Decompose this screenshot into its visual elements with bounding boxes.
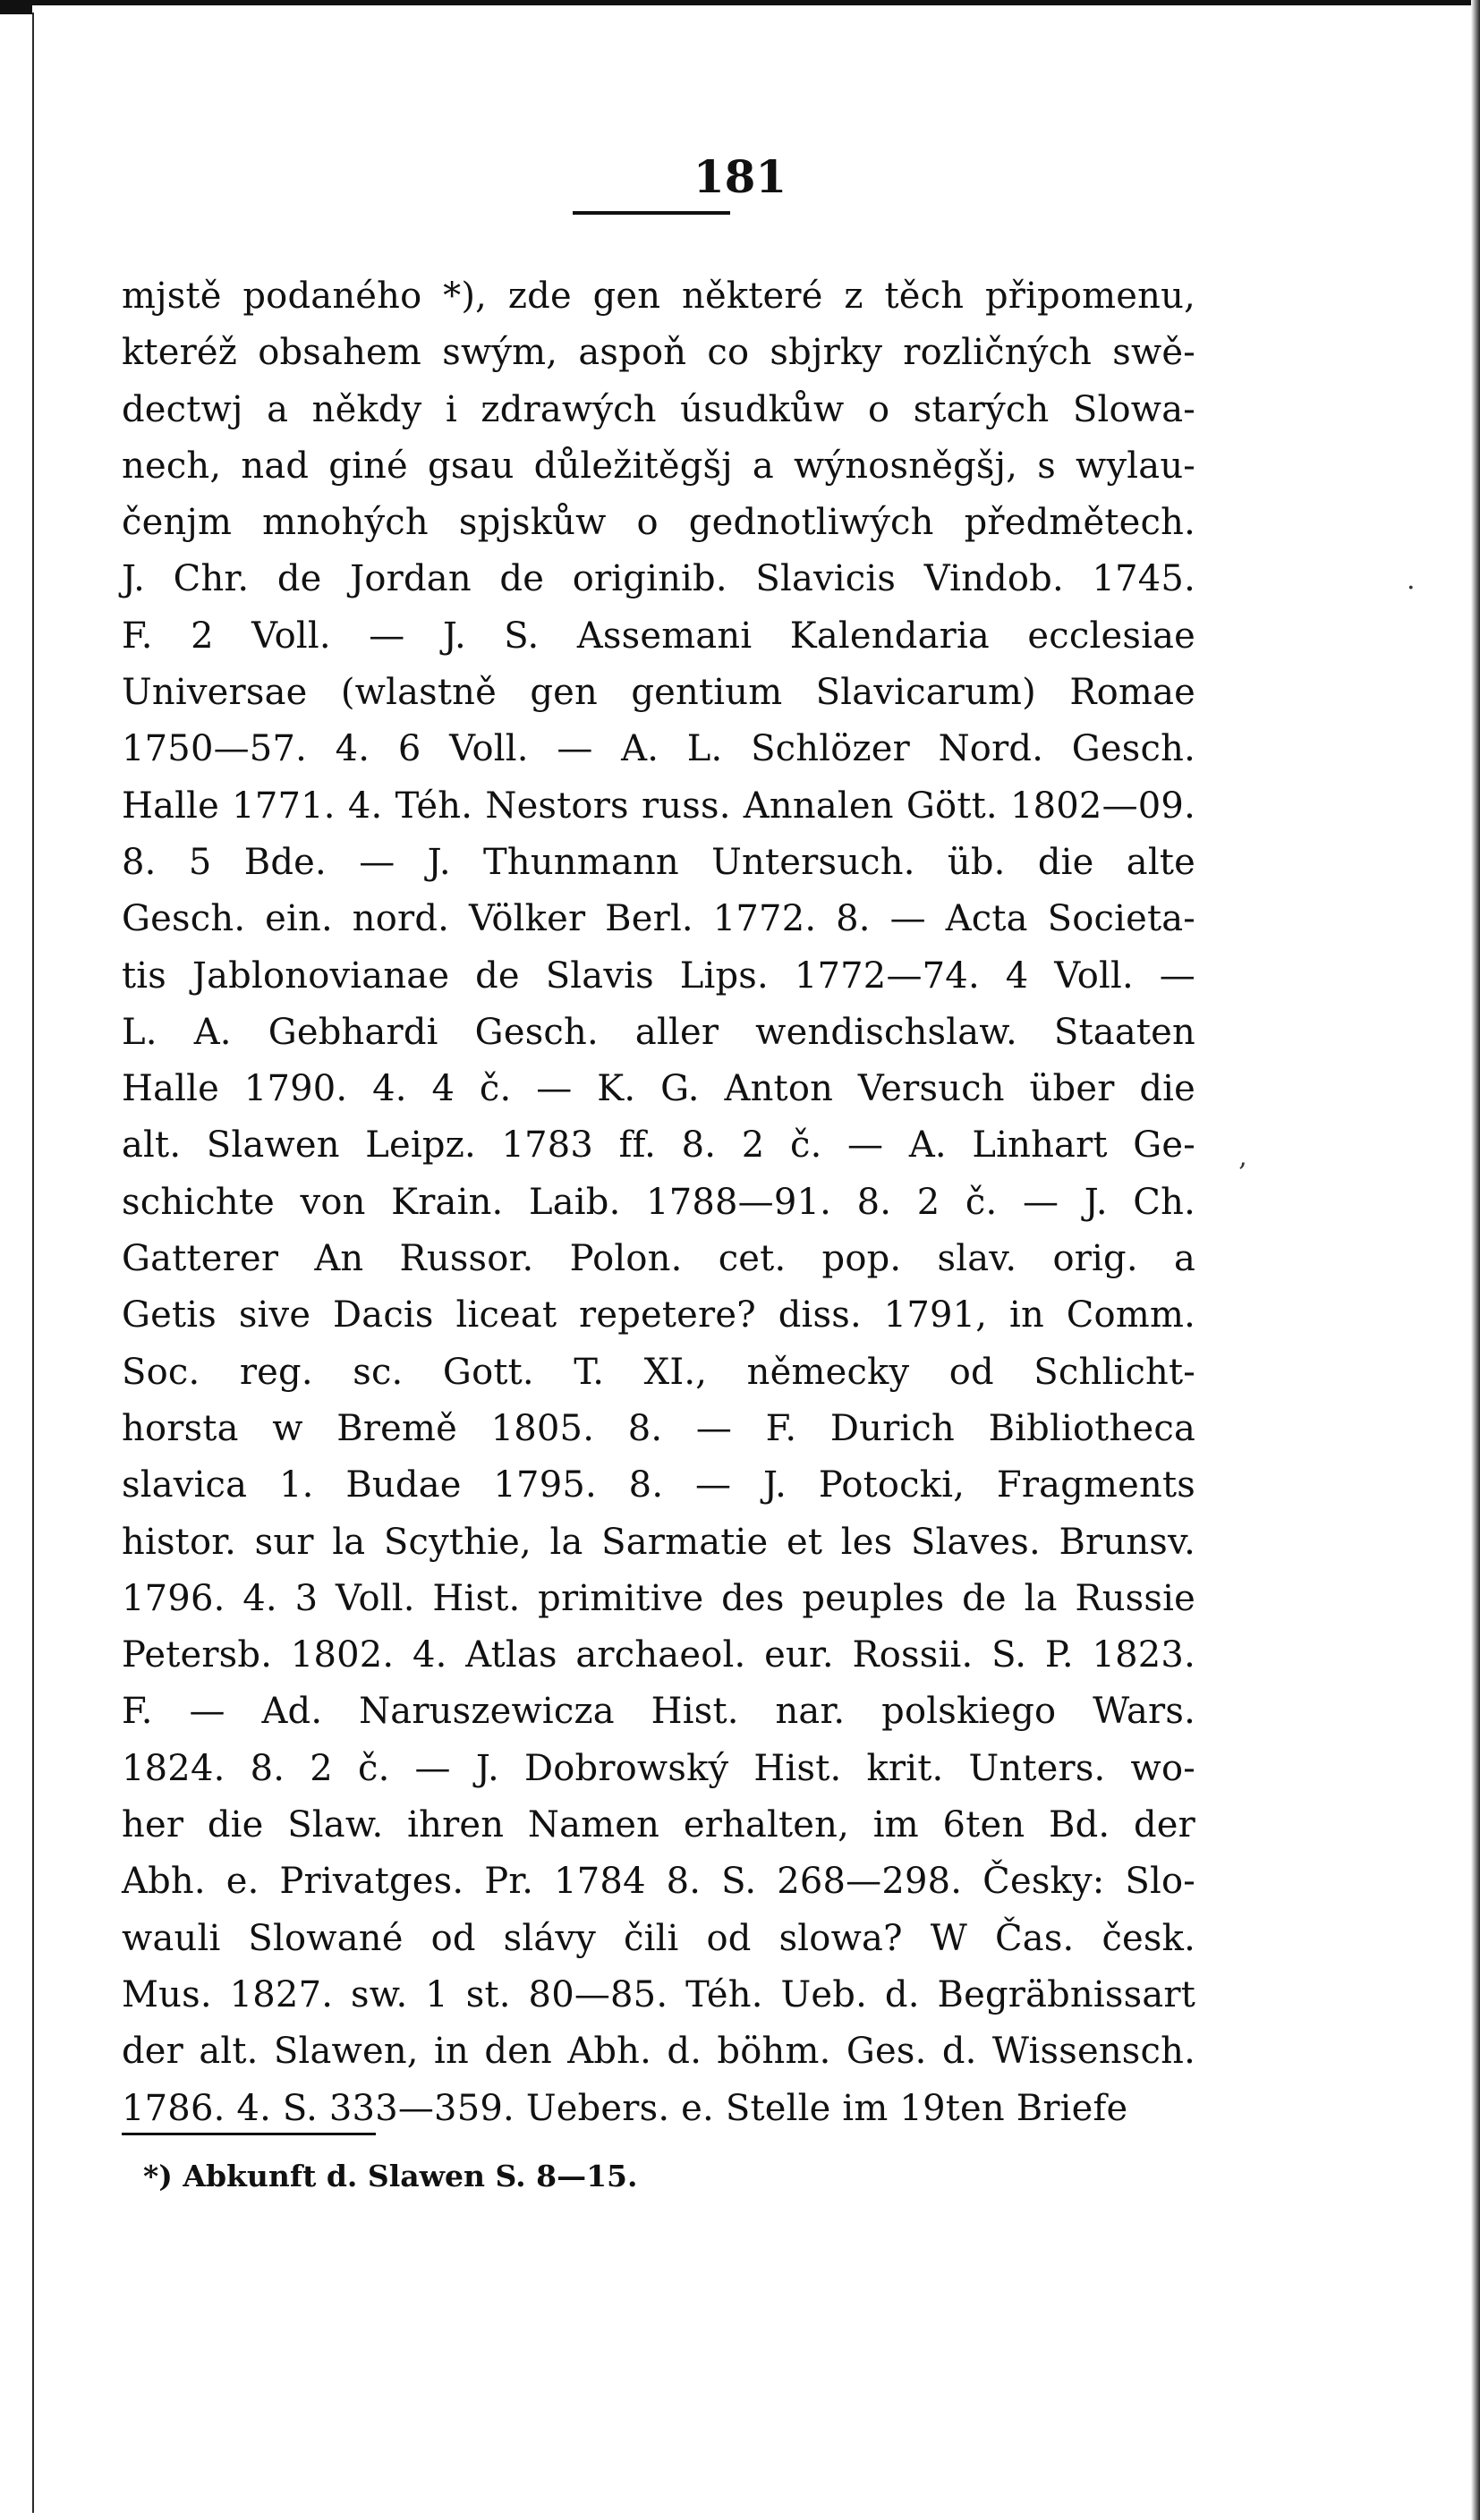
margin-speck: · [1407,573,1416,604]
text-line: čenjm mnohých spjskůw o gednotliwých předmětech. [122,502,1195,544]
text-line: nech, nad giné gsau důležitěgšj a wýnosněgšj, s wylau- [122,445,1195,487]
text-line: Gatterer An Russor. Polon. cet. pop. slav. orig. a [122,1238,1195,1280]
text-line: Universae (wlastně gen gentium Slavicarum) Romae [122,672,1195,714]
footnote: *) Abkunft d. Slawen S. 8—15. [143,2159,638,2193]
scan-right-edge [1471,0,1480,2520]
text-line: kteréž obsahem swým, aspoň co sbjrky rozličných swě- [122,332,1195,374]
text-line: horsta w Bremě 1805. 8. — F. Durich Bibliotheca [122,1407,1195,1449]
text-line: 1796. 4. 3 Voll. Hist. primitive des peuples de la Russie [122,1577,1195,1619]
text-line: dectwj a někdy i zdrawých úsudkůw o starých Slowa- [122,388,1195,430]
text-line: wauli Slowané od slávy čili od slowa? W Čas. česk. [122,1917,1195,1959]
text-line: Petersb. 1802. 4. Atlas archaeol. eur. Rossii. S. P. 1823. [122,1634,1195,1676]
text-line: 1786. 4. S. 333—359. Uebers. e. Stelle im 19ten Briefe [122,2087,1128,2129]
text-line: histor. sur la Scythie, la Sarmatie et les Slaves. Brunsv. [122,1521,1195,1563]
text-line: alt. Slawen Leipz. 1783 ff. 8. 2 č. — A. Linhart Ge- [122,1124,1195,1167]
text-line: tis Jablonovianae de Slavis Lips. 1772—74. 4 Voll. — [122,955,1195,997]
text-line: schichte von Krain. Laib. 1788—91. 8. 2 č. — J. Ch. [122,1181,1195,1223]
text-line: Soc. reg. sc. Gott. T. XI., německy od Schlicht- [122,1351,1195,1393]
text-line: 1824. 8. 2 č. — J. Dobrowský Hist. krit. Unters. wo- [122,1747,1195,1789]
text-line: slavica 1. Budae 1795. 8. — J. Potocki, Fragments [122,1464,1195,1506]
text-line: 8. 5 Bde. — J. Thunmann Untersuch. üb. die alte [122,841,1195,883]
text-line: Mus. 1827. sw. 1 st. 80—85. Téh. Ueb. d. Begräbnissart [122,1973,1195,2015]
text-line: F. 2 Voll. — J. S. Assemani Kalendaria ecclesiae [122,615,1195,657]
footnote-rule [122,2133,376,2135]
text-line: Getis sive Dacis liceat repetere? diss. 1791, in Comm. [122,1294,1195,1336]
page-number: 181 [693,150,787,203]
text-line: der alt. Slawen, in den Abh. d. böhm. Ges. d. Wissensch. [122,2031,1195,2073]
text-line: her die Slaw. ihren Namen erhalten, im 6ten Bd. der [122,1804,1195,1846]
text-line: 1750—57. 4. 6 Voll. — A. L. Schlözer Nord. Gesch. [122,728,1195,770]
text-line: F. — Ad. Naruszewicza Hist. nar. polskiego Wars. [122,1691,1195,1733]
text-line: Gesch. ein. nord. Völker Berl. 1772. 8. — Acta Societa- [122,898,1195,940]
text-line: J. Chr. de Jordan de originib. Slavicis Vindob. 1745. [122,558,1195,600]
body-text [122,268,1195,2137]
margin-speck: ‚ [1238,1141,1247,1173]
text-line: L. A. Gebhardi Gesch. aller wendischslaw. Staaten [122,1011,1195,1053]
header-rule [573,211,730,215]
text-line: Halle 1771. 4. Téh. Nestors russ. Annalen Gött. 1802—09. [122,785,1195,827]
text-line: mjstě podaného *), zde gen některé z těch připomenu, [122,276,1195,317]
text-line: Halle 1790. 4. 4 č. — K. G. Anton Versuch über die [122,1068,1195,1110]
text-line: Abh. e. Privatges. Pr. 1784 8. S. 268—298. Česky: Slo- [122,1861,1195,1903]
